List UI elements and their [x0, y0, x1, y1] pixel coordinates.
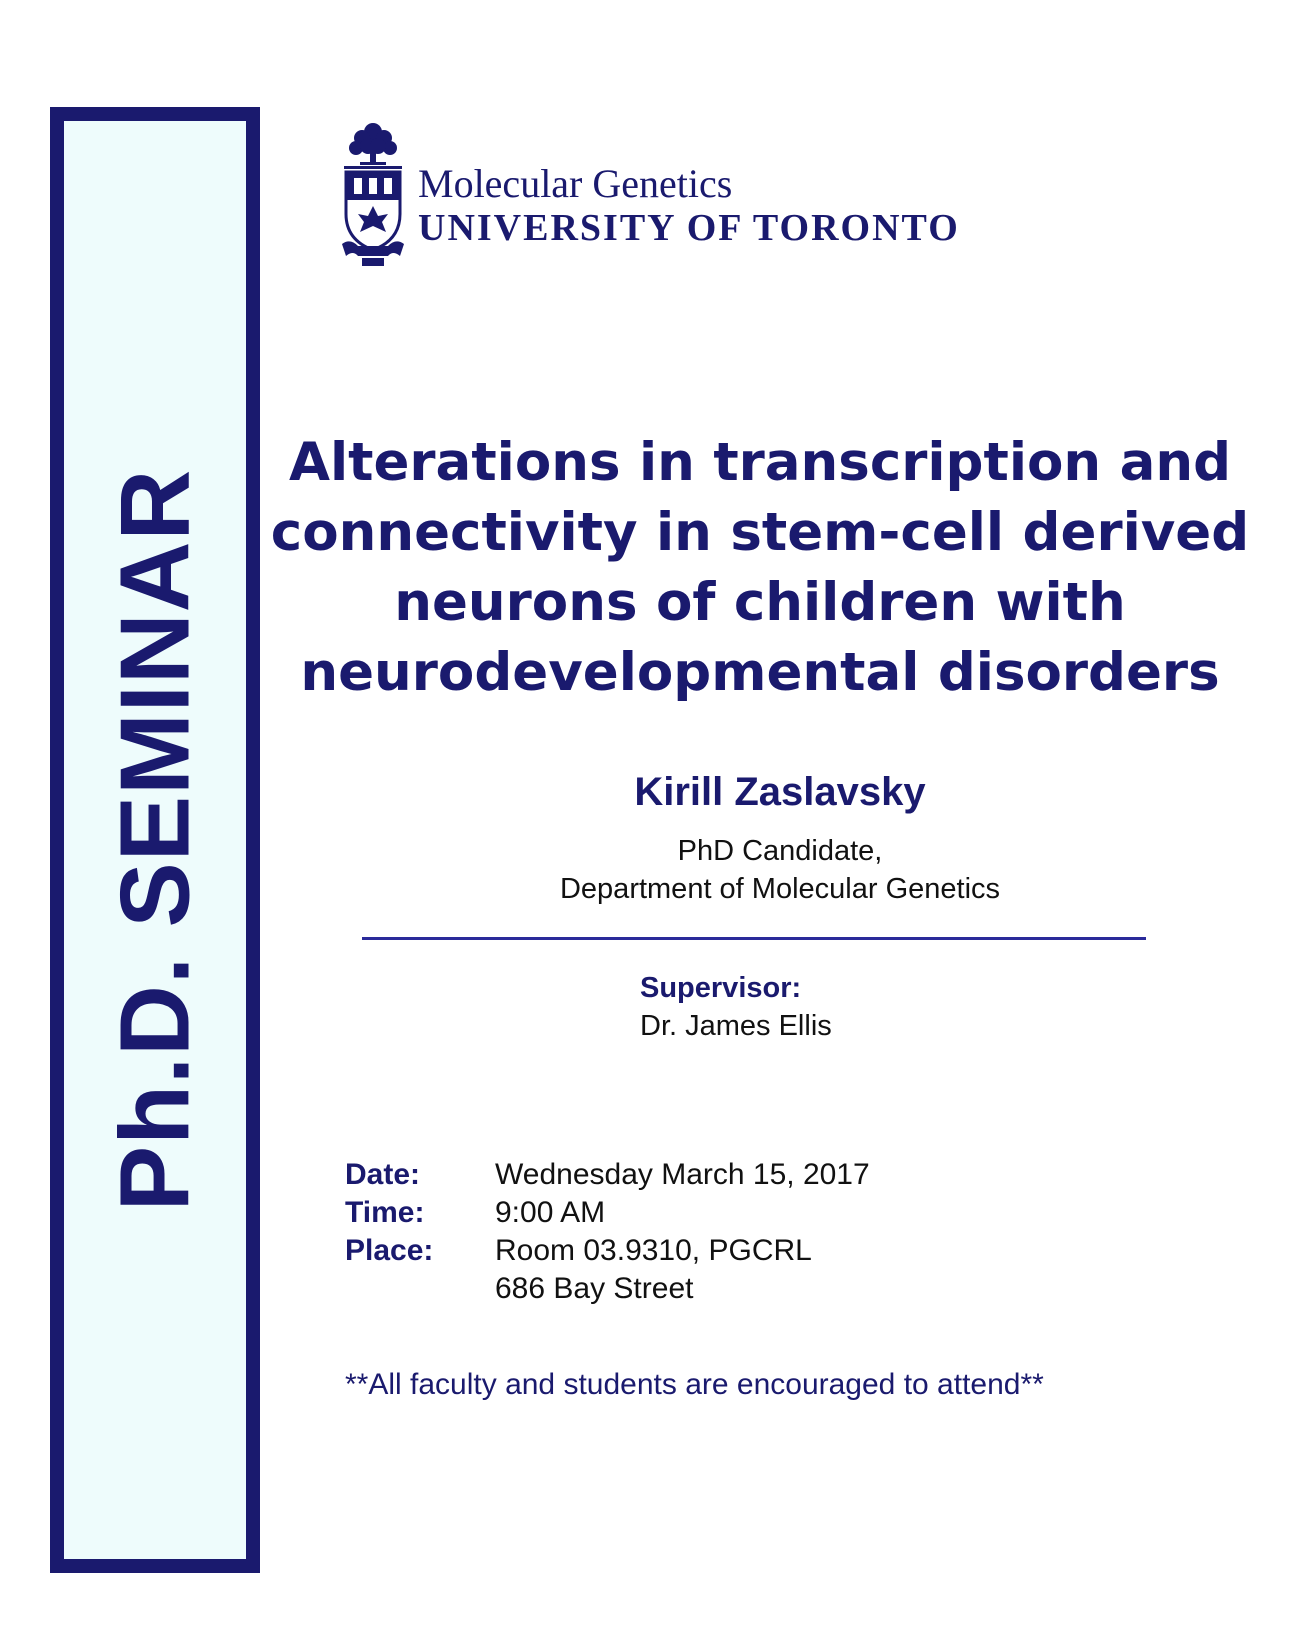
place-label: Place: [345, 1234, 434, 1267]
divider [362, 937, 1146, 940]
date-label: Date: [345, 1158, 421, 1191]
seminar-title [270, 428, 1250, 708]
place-value: Room 03.9310, PGCRL [495, 1234, 812, 1267]
speaker-role-title: PhD Candidate, [677, 835, 883, 867]
supervisor-label: Supervisor: [640, 972, 802, 1004]
speaker-name: Kirill Zaslavsky [634, 770, 926, 814]
side-banner [50, 107, 260, 1573]
place-address: 686 Bay Street [495, 1272, 694, 1305]
seminar-title-line: connectivity in stem-cell derived [270, 502, 1250, 563]
time-value: 9:00 AM [495, 1196, 606, 1229]
seminar-title-line: neurodevelopmental disorders [300, 642, 1220, 703]
university-crest-icon [338, 118, 408, 268]
side-banner-text: Ph.D. SEMINAR [99, 468, 210, 1212]
logo-university: UNIVERSITY OF TORONTO [418, 207, 960, 249]
supervisor-name: Dr. James Ellis [640, 1010, 832, 1042]
speaker-role-department: Department of Molecular Genetics [559, 873, 1001, 905]
seminar-title-line: Alterations in transcription and [288, 432, 1232, 493]
attendance-note: **All faculty and students are encouraged to attend** [345, 1368, 1044, 1401]
seminar-title-line: neurons of children with [394, 572, 1126, 633]
time-label: Time: [345, 1196, 425, 1229]
logo-department: Molecular Genetics [418, 161, 733, 206]
date-value: Wednesday March 15, 2017 [495, 1158, 870, 1191]
speaker-role [480, 832, 1080, 908]
university-logo [338, 118, 1038, 268]
